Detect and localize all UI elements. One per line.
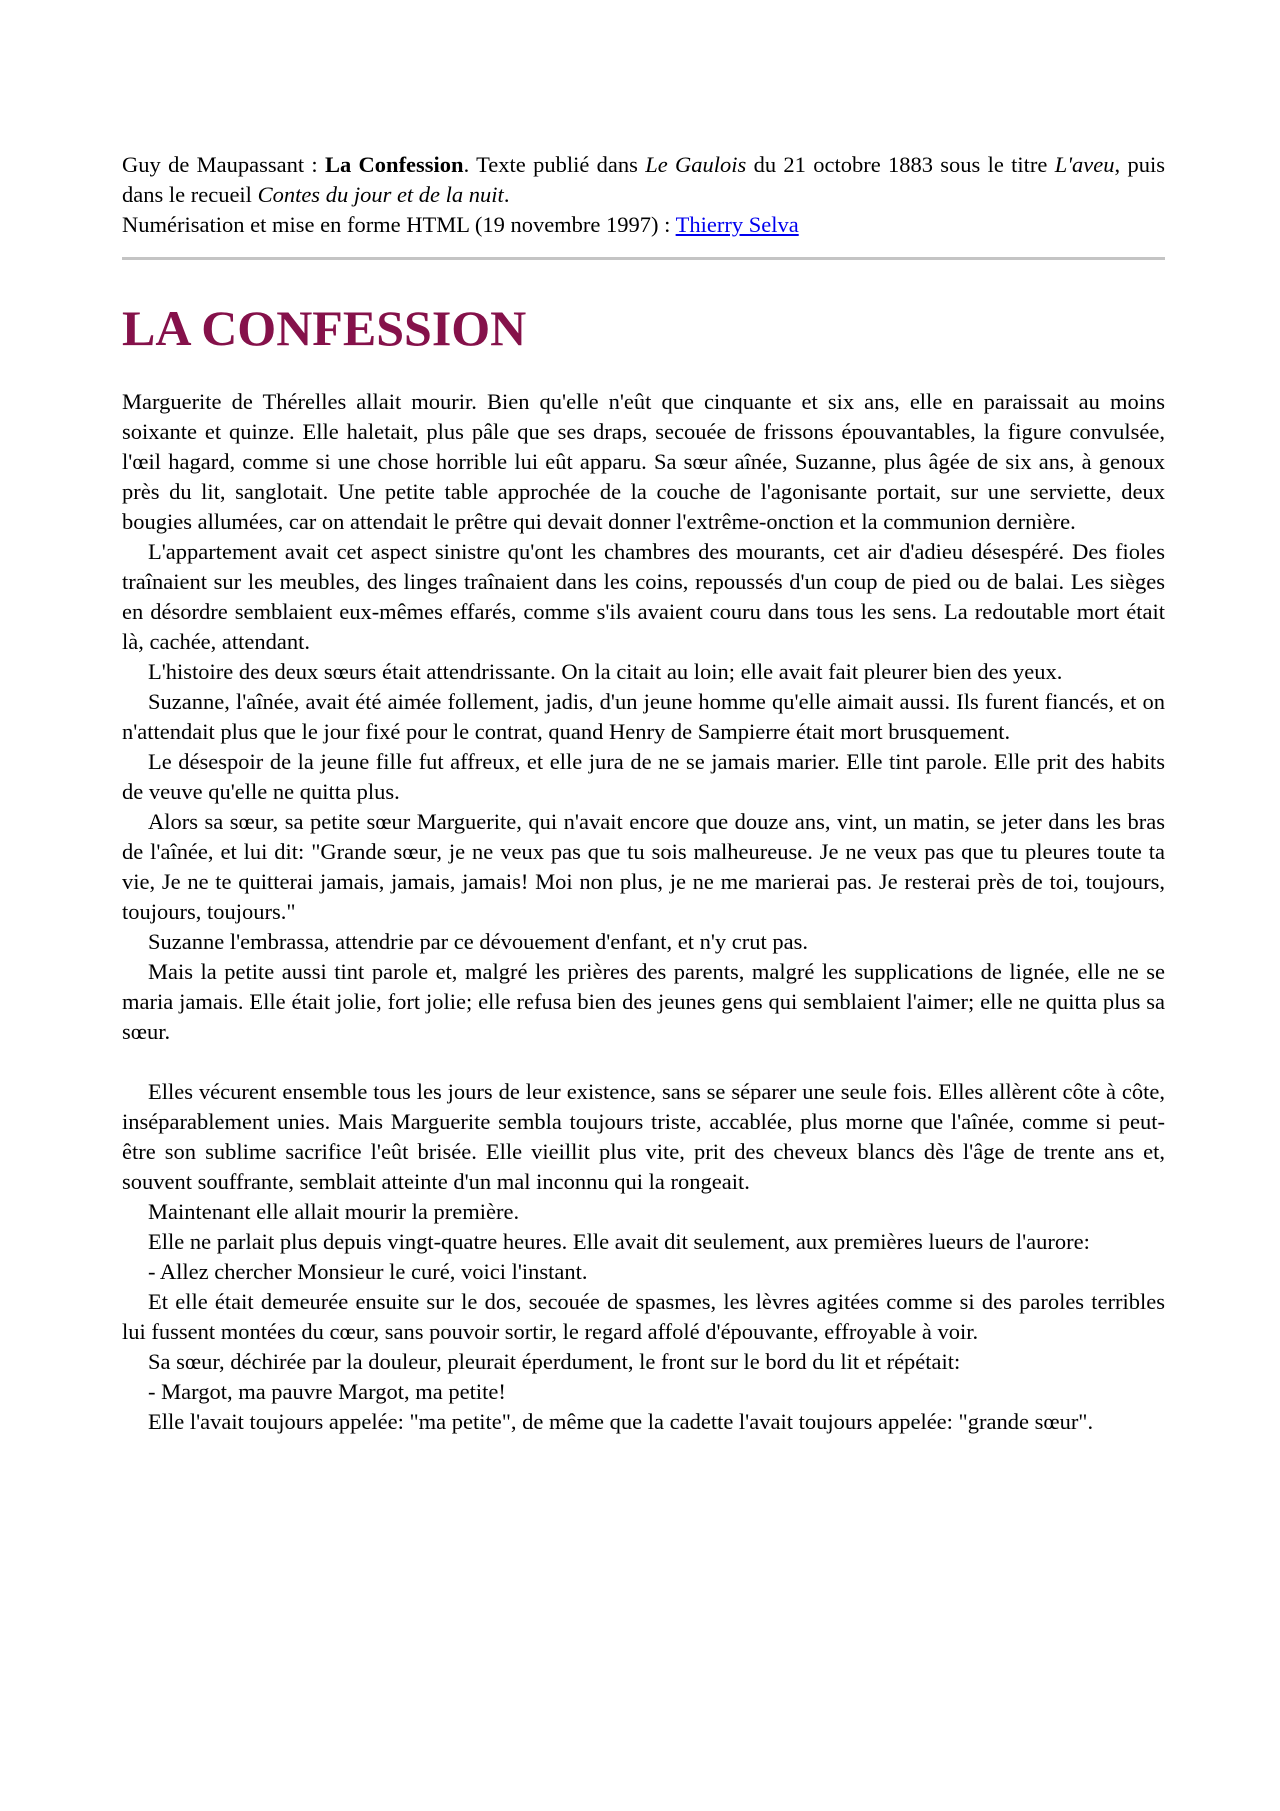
paragraph: L'appartement avait cet aspect sinistre qu'ont les chambres des mourants, cet air d'adieu désespéré. Des fioles traînaient sur les meubles, des linges traînaient dans les coins, repoussés d'un coup de pied ou de balai. Les sièges en désordre semblaient eux-mêmes effarés, comme s'ils avaient couru dans tous les sens. La redoutable mort était là, cachée, attendant. (122, 539, 1165, 654)
author-name: Guy de Maupassant : (122, 152, 325, 177)
paragraph: - Margot, ma pauvre Margot, ma petite! (148, 1379, 506, 1404)
paragraph: Marguerite de Thérelles allait mourir. Bien qu'elle n'eût que cinquante et six ans, elle en paraissait au moins soixante et quinze. Elle haletait, plus pâle que ses draps, secouée de frissons épouvantables, la figure convulsée, l'œil hagard, comme si une chose horrible lui eût apparu. Sa sœur aînée, Suzanne, plus âgée de six ans, à genoux près du lit, sanglotait. Une petite table approchée de la couche de l'agonisante portait, sur une serviette, deux bougies allumées, car on attendait le prêtre qui devait donner l'extrême-onction et la communion dernière. (122, 389, 1165, 534)
paragraph: - Allez chercher Monsieur le curé, voici l'instant. (148, 1259, 588, 1284)
credit-text: Numérisation et mise en forme HTML (19 novembre 1997) : (122, 212, 676, 237)
publication-info (122, 150, 1165, 210)
publication-text-2: du 21 octobre 1883 sous le titre (746, 152, 1055, 177)
paragraph: Mais la petite aussi tint parole et, malgré les prières des parents, malgré les supplications de lignée, elle ne se maria jamais. Elle était jolie, fort jolie; elle refusa bien des jeunes gens qui semblaient l'aimer; elle ne quitta plus sa sœur. (122, 959, 1165, 1044)
horizontal-rule (122, 257, 1165, 260)
paragraph: Elle ne parlait plus depuis vingt-quatre heures. Elle avait dit seulement, aux premières lueurs de l'aurore: (148, 1229, 1090, 1254)
paragraph: Suzanne l'embrassa, attendrie par ce dévouement d'enfant, et n'y crut pas. (148, 929, 809, 954)
paragraph: Le désespoir de la jeune fille fut affreux, et elle jura de ne se jamais marier. Elle tint parole. Elle prit des habits de veuve qu'elle ne quitta plus. (122, 749, 1165, 804)
publication-text-4: . (503, 182, 510, 207)
paragraph: Alors sa sœur, sa petite sœur Marguerite, qui n'avait encore que douze ans, vint, un matin, se jeter dans les bras de l'aînée, et lui dit: "Grande sœur, je ne veux pas que tu sois malheureuse. Je ne veux pas que tu pleures toute ta vie, Je ne te quitterai jamais, jamais, jamais! Moi non plus, je ne me marierai pas. Je resterai près de toi, toujours, toujours, toujours." (122, 809, 1165, 924)
section-break (122, 1047, 1165, 1077)
header-block (122, 150, 1165, 240)
publication-text-3: , puis dans le recueil (122, 152, 1165, 207)
publication-text-1: . Texte publié dans (463, 152, 646, 177)
original-title: L'aveu (1054, 152, 1115, 177)
document-page (122, 150, 1165, 1437)
paragraph: Sa sœur, déchirée par la douleur, pleurait éperdument, le front sur le bord du lit et répétait: (148, 1349, 961, 1374)
paragraph: Suzanne, l'aînée, avait été aimée follement, jadis, d'un jeune homme qu'elle aimait aussi. Ils furent fiancés, et on n'attendait plus que le jour fixé pour le contrat, quand Henry de Sampierre était mort brusquement. (122, 689, 1165, 744)
credit-link[interactable]: Thierry Selva (675, 212, 799, 237)
paragraph: Elles vécurent ensemble tous les jours de leur existence, sans se séparer une seule fois. Elles allèrent côte à côte, inséparablement unies. Mais Marguerite sembla toujours triste, accablée, plus morne que l'aînée, comme si peut-être son sublime sacrifice l'eût brisée. Elle vieillit plus vite, prit des cheveux blancs dès l'âge de trente ans et, souvent souffrante, semblait atteinte d'un mal inconnu qui la rongeait. (122, 1079, 1165, 1194)
collection-name: Contes du jour et de la nuit (257, 182, 504, 207)
paragraph: Elle l'avait toujours appelée: "ma petite", de même que la cadette l'avait toujours appelée: "grande sœur". (148, 1409, 1094, 1434)
newspaper-name: Le Gaulois (645, 152, 747, 177)
paragraph: Et elle était demeurée ensuite sur le dos, secouée de spasmes, les lèvres agitées comme si des paroles terribles lui fussent montées du cœur, sans pouvoir sortir, le regard affolé d'épouvante, effroyable à voir. (122, 1289, 1165, 1344)
page-title: LA CONFESSION (122, 300, 527, 356)
credit-line (122, 210, 1165, 240)
work-title: La Confession (324, 152, 464, 177)
paragraph: Maintenant elle allait mourir la première. (148, 1199, 520, 1224)
story-body (122, 387, 1165, 1437)
paragraph: L'histoire des deux sœurs était attendrissante. On la citait au loin; elle avait fait pleurer bien des yeux. (148, 659, 1063, 684)
